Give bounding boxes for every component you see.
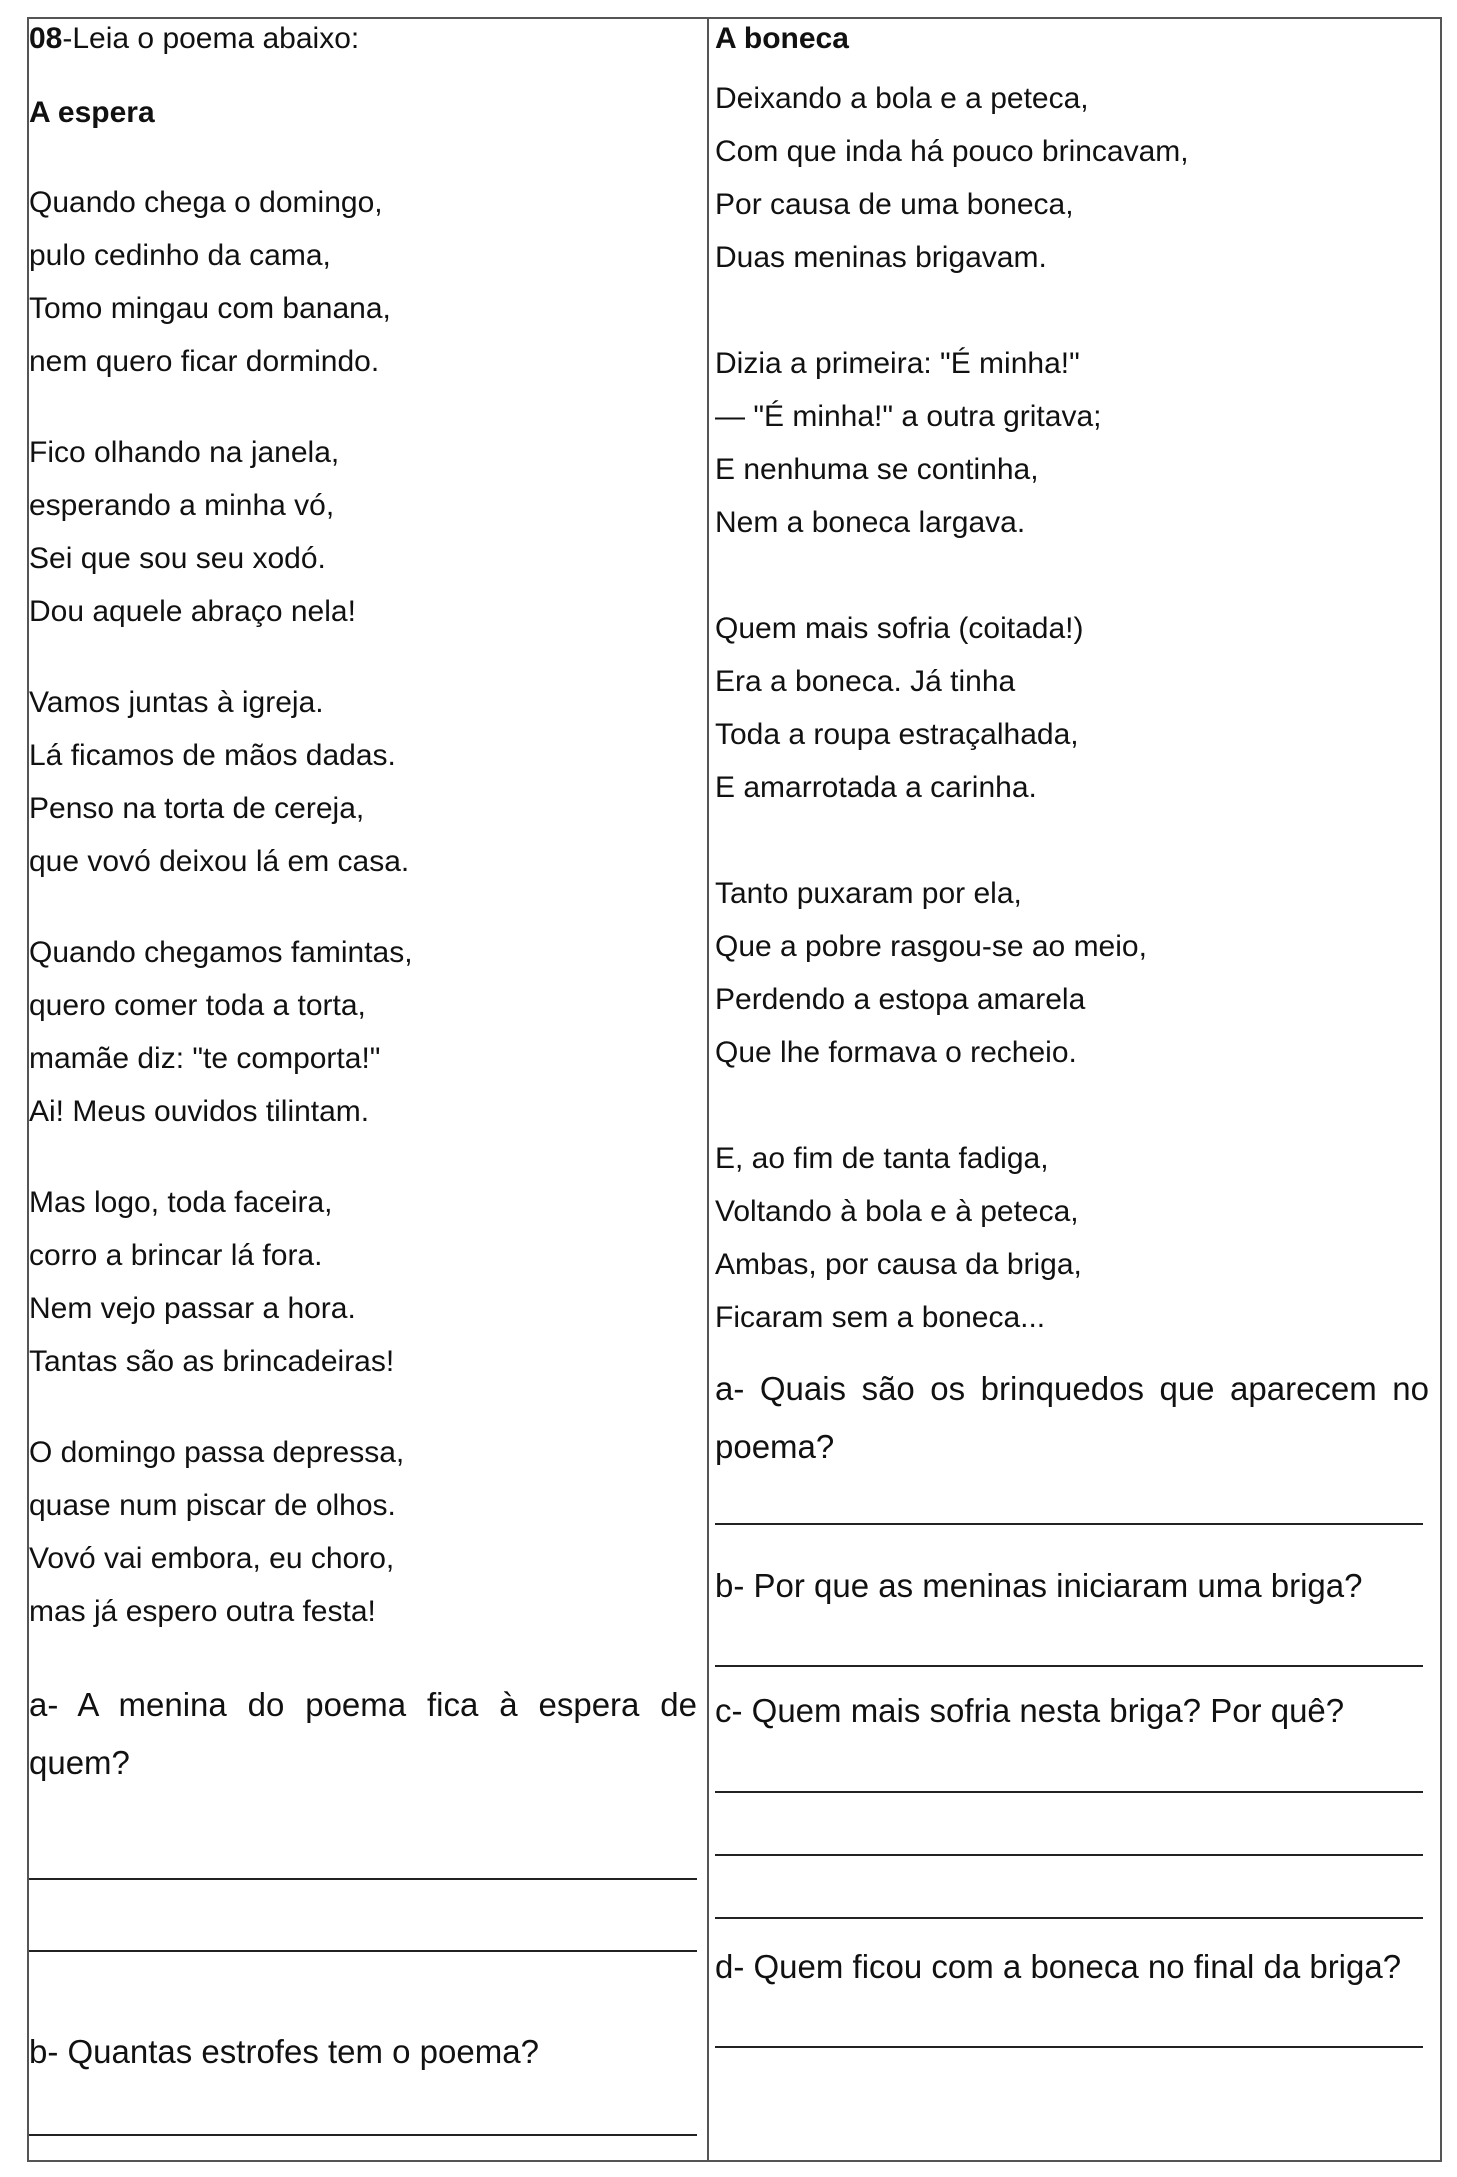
poem-line: Nem a boneca largava.: [715, 506, 1026, 539]
poem-line: Era a boneca. Já tinha: [715, 665, 1016, 698]
poem-line: E, ao fim de tanta fadiga,: [715, 1142, 1049, 1175]
poem-line: E nenhuma se continha,: [715, 453, 1039, 486]
question-number: 08: [29, 22, 63, 55]
poem-line: Toda a roupa estraçalhada,: [715, 718, 1079, 751]
poem-line: Mas logo, toda faceira,: [29, 1186, 333, 1219]
intro-text: -Leia o poema abaixo:: [62, 22, 360, 55]
poem-line: nem quero ficar dormindo.: [29, 345, 380, 378]
poem-line: Com que inda há pouco brincavam,: [715, 135, 1189, 168]
poem-line: O domingo passa depressa,: [29, 1436, 405, 1469]
poem-line: Vovó vai embora, eu choro,: [29, 1542, 395, 1575]
poem-line: Vamos juntas à igreja.: [29, 686, 324, 719]
poem-line: Deixando a bola e a peteca,: [715, 82, 1089, 115]
poem-line: pulo cedinho da cama,: [29, 239, 331, 272]
answer-line[interactable]: [715, 1665, 1423, 1667]
poem-line: que vovó deixou lá em casa.: [29, 845, 410, 878]
poem-line: Ficaram sem a boneca...: [715, 1301, 1046, 1334]
answer-line[interactable]: [29, 2134, 697, 2136]
question-c-right: c- Quem mais sofria nesta briga? Por quê?: [715, 1692, 1345, 1729]
poem-line: Nem vejo passar a hora.: [29, 1292, 356, 1325]
answer-line[interactable]: [715, 1791, 1423, 1793]
answer-line[interactable]: [715, 1854, 1423, 1856]
poem-line: Quando chega o domingo,: [29, 186, 383, 219]
poem-line: Tanto puxaram por ela,: [715, 877, 1022, 910]
poem-line: corro a brincar lá fora.: [29, 1239, 323, 1272]
poem-line: Voltando à bola e à peteca,: [715, 1195, 1079, 1228]
question-a-right: a- Quais são os brinquedos que aparecem no: [715, 1370, 1429, 1407]
poem-line: Fico olhando na janela,: [29, 436, 340, 469]
poem-title-a-boneca: A boneca: [715, 22, 849, 55]
answer-line[interactable]: [715, 1523, 1423, 1525]
poem-line: Dou aquele abraço nela!: [29, 595, 356, 628]
poem-line: Que lhe formava o recheio.: [715, 1036, 1077, 1069]
poem-line: quase num piscar de olhos.: [29, 1489, 396, 1522]
answer-line[interactable]: [29, 1878, 697, 1880]
poem-line: Ai! Meus ouvidos tilintam.: [29, 1095, 370, 1128]
right-column: [709, 19, 1440, 2160]
poem-title-a-espera: A espera: [29, 96, 155, 129]
question-a-left-cont: quem?: [29, 1744, 130, 1781]
answer-line[interactable]: [715, 1917, 1423, 1919]
poem-line: esperando a minha vó,: [29, 489, 335, 522]
poem-line: Tomo mingau com banana,: [29, 292, 391, 325]
poem-line: mas já espero outra festa!: [29, 1595, 376, 1628]
question-b-right: b- Por que as meninas iniciaram uma briga?: [715, 1567, 1363, 1604]
question-a-left: a- A menina do poema fica à espera de: [29, 1686, 697, 1723]
question-d-right: d- Quem ficou com a boneca no final da briga?: [715, 1948, 1402, 1985]
question-b-left: b- Quantas estrofes tem o poema?: [29, 2033, 539, 2070]
poem-line: Perdendo a estopa amarela: [715, 983, 1086, 1016]
poem-line: Lá ficamos de mãos dadas.: [29, 739, 396, 772]
poem-line: Sei que sou seu xodó.: [29, 542, 326, 575]
worksheet-table: [27, 17, 1442, 2162]
poem-line: mamãe diz: "te comporta!": [29, 1042, 381, 1075]
poem-line: Tantas são as brincadeiras!: [29, 1345, 395, 1378]
poem-line: quero comer toda a torta,: [29, 989, 366, 1022]
poem-line: Quem mais sofria (coitada!): [715, 612, 1084, 645]
poem-line: Duas meninas brigavam.: [715, 241, 1047, 274]
intro-line: [29, 21, 359, 57]
poem-line: E amarrotada a carinha.: [715, 771, 1037, 804]
poem-line: Que a pobre rasgou-se ao meio,: [715, 930, 1147, 963]
poem-line: Dizia a primeira: "É minha!": [715, 347, 1080, 380]
answer-line[interactable]: [29, 1950, 697, 1952]
poem-line: Penso na torta de cereja,: [29, 792, 365, 825]
left-column: [29, 19, 707, 2160]
poem-line: Ambas, por causa da briga,: [715, 1248, 1082, 1281]
answer-line[interactable]: [715, 2046, 1423, 2048]
question-a-right-cont: poema?: [715, 1428, 835, 1465]
poem-line: Por causa de uma boneca,: [715, 188, 1074, 221]
poem-line: — "É minha!" a outra gritava;: [715, 400, 1102, 433]
poem-line: Quando chegamos famintas,: [29, 936, 413, 969]
